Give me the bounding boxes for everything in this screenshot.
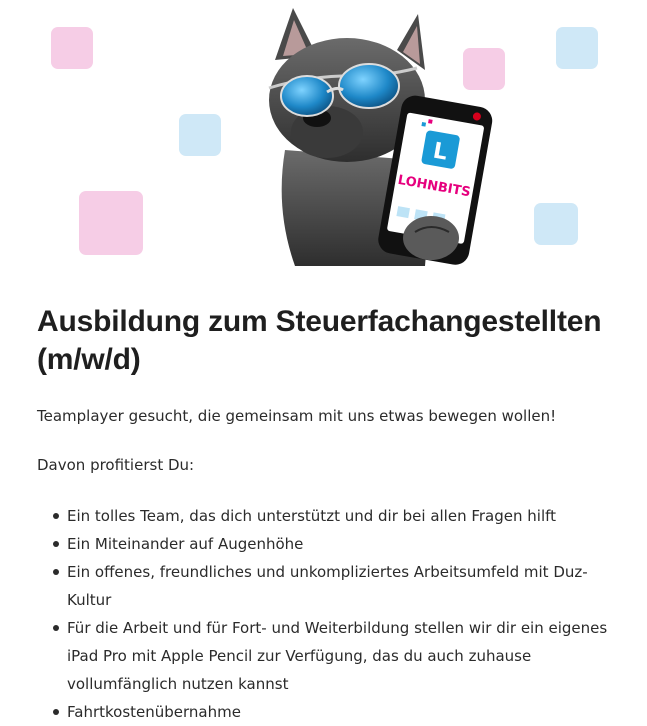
list-item-text: Ein offenes, freundliches und unkompliziertes Arbeitsumfeld mit Duz-Kultur	[67, 563, 588, 609]
page-title: Ausbildung zum Steuerfachangestellten (m/w/d)	[37, 305, 602, 376]
list-item	[37, 558, 627, 614]
benefits-lead-text: Davon profitierst Du:	[37, 456, 195, 474]
list-item-text: Fahrtkostenübernahme	[67, 703, 241, 721]
list-item-text: Für die Arbeit und für Fort- und Weiterbildung stellen wir dir ein eigenes iPad Pro mit Apple Pencil zur Verfügung, das du auch zuhause vollumfänglich nutzen kannst	[67, 619, 608, 693]
decorative-square	[534, 203, 578, 245]
decorative-square	[51, 27, 93, 69]
decorative-square	[79, 191, 143, 255]
intro-text: Teamplayer gesucht, die gemeinsam mit uns etwas bewegen wollen!	[37, 407, 557, 425]
phone-brand-text: LOHNBITS	[396, 172, 472, 201]
bullet-icon	[53, 709, 59, 715]
bullet-icon	[53, 513, 59, 519]
decorative-square	[556, 27, 598, 69]
list-item-text: Ein tolles Team, das dich unterstützt und dir bei allen Fragen hilft	[67, 507, 557, 525]
decorative-square	[179, 114, 221, 156]
bullet-icon	[53, 625, 59, 631]
list-item	[37, 614, 627, 698]
list-item	[37, 530, 627, 558]
benefits-list	[37, 502, 627, 726]
dog-with-phone-illustration	[255, 0, 495, 266]
hero-banner	[0, 0, 647, 270]
list-item	[37, 502, 627, 530]
list-item	[37, 698, 627, 726]
bullet-icon	[53, 569, 59, 575]
bullet-icon	[53, 541, 59, 547]
phone-logo-letter: L	[431, 138, 450, 166]
list-item-text: Ein Miteinander auf Augenhöhe	[67, 535, 304, 553]
